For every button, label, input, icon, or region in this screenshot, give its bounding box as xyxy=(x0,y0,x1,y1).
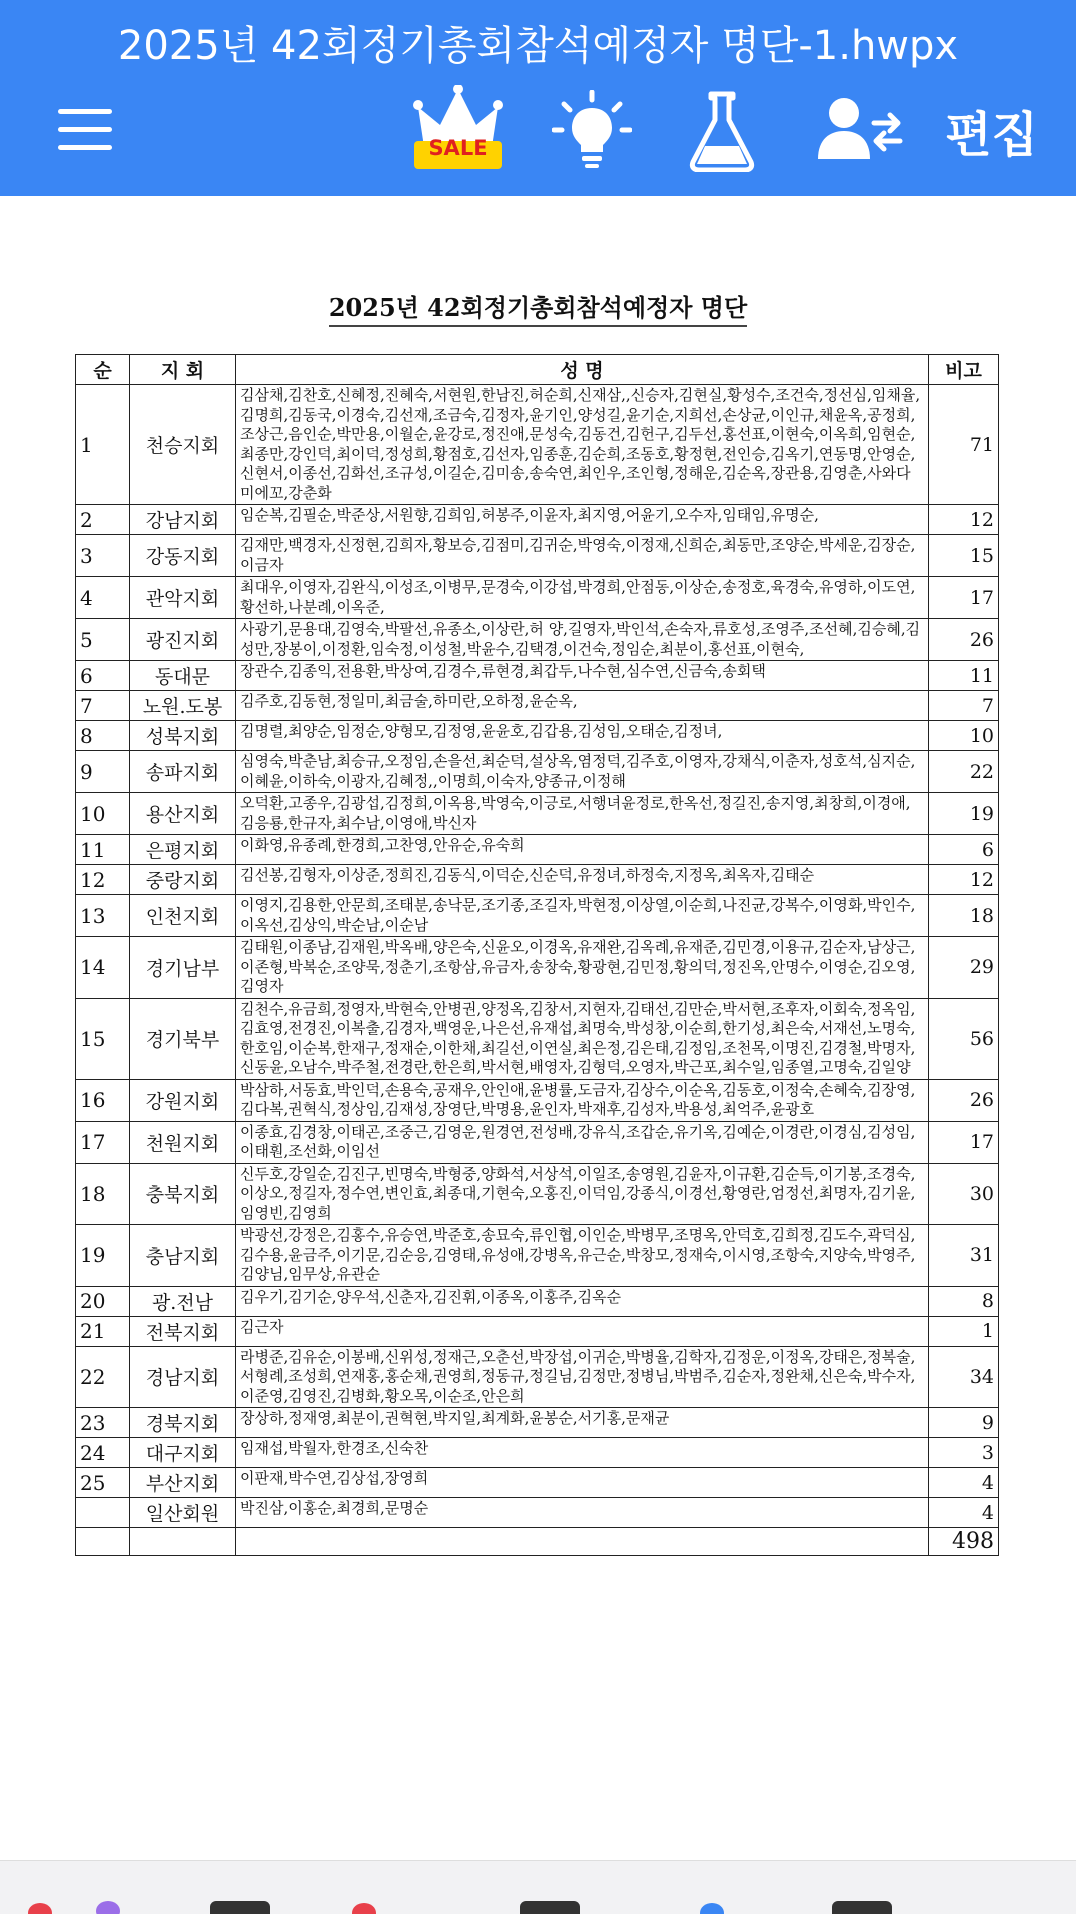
row-count: 4 xyxy=(929,1498,999,1528)
header-no: 순 xyxy=(76,355,130,385)
table-row xyxy=(76,1121,999,1163)
table-row xyxy=(76,1316,999,1346)
row-names: 이판재,박수연,김상섭,장영희 xyxy=(236,1468,929,1498)
row-branch: 강동지회 xyxy=(130,535,236,577)
row-count: 19 xyxy=(929,793,999,835)
row-names: 이종효,김경창,이태곤,조중근,김영운,원경연,전성배,강유식,조갑순,유기옥,김예순,이경란,이경심,김성임,이태훤,조선화,이임선 xyxy=(236,1121,929,1163)
row-count: 18 xyxy=(929,895,999,937)
row-count: 4 xyxy=(929,1468,999,1498)
edit-button[interactable]: 편집 xyxy=(945,107,1038,163)
row-number: 14 xyxy=(76,937,130,999)
total-row-empty-branch xyxy=(130,1528,236,1556)
row-count: 31 xyxy=(929,1225,999,1287)
row-branch: 동대문 xyxy=(130,661,236,691)
roster-title: 2025년 42회정기총회참석예정자 명단 xyxy=(0,288,1076,323)
user-switch-icon xyxy=(818,95,904,165)
row-number: 12 xyxy=(76,865,130,895)
lab-button[interactable] xyxy=(684,82,760,178)
table-row xyxy=(76,793,999,835)
row-names: 김선봉,김형자,이상준,정희진,김동식,이덕순,신순덕,유정녀,하정숙,지정옥,최옥자,김태순 xyxy=(236,865,929,895)
total-count: 498 xyxy=(929,1528,999,1556)
total-row xyxy=(76,1528,999,1556)
row-count: 11 xyxy=(929,661,999,691)
row-names: 김명렬,최양순,임정순,양형모,김정영,윤윤호,김갑용,김성임,오태순,김정녀, xyxy=(236,721,929,751)
row-number: 24 xyxy=(76,1438,130,1468)
row-number: 25 xyxy=(76,1468,130,1498)
attendee-table xyxy=(75,354,999,1556)
row-number: 9 xyxy=(76,751,130,793)
row-names: 장관수,김종익,전용환,박상여,김경수,류현경,최갑두,나수현,심수연,신금숙,송회택 xyxy=(236,661,929,691)
row-number: 16 xyxy=(76,1079,130,1121)
table-row xyxy=(76,691,999,721)
row-branch: 경기남부 xyxy=(130,937,236,999)
sale-button[interactable] xyxy=(408,82,508,178)
lightbulb-icon xyxy=(552,90,632,170)
row-count: 26 xyxy=(929,619,999,661)
bottom-app-icon-red[interactable] xyxy=(28,1903,52,1914)
table-row xyxy=(76,1346,999,1408)
row-names: 최대우,이영자,김완식,이성조,이병무,문경숙,이강섭,박경희,안점동,이상순,송정호,육경숙,유영하,이도연,황선하,나분례,이옥준, xyxy=(236,577,929,619)
row-count: 29 xyxy=(929,937,999,999)
row-branch: 경남지회 xyxy=(130,1346,236,1408)
row-number: 23 xyxy=(76,1408,130,1438)
row-number: 22 xyxy=(76,1346,130,1408)
row-number: 1 xyxy=(76,385,130,505)
row-count: 8 xyxy=(929,1286,999,1316)
hint-button[interactable] xyxy=(548,82,636,178)
row-branch: 대구지회 xyxy=(130,1438,236,1468)
row-branch: 강원지회 xyxy=(130,1079,236,1121)
header-names: 성 명 xyxy=(236,355,929,385)
row-count: 30 xyxy=(929,1163,999,1225)
table-row xyxy=(76,721,999,751)
table-row xyxy=(76,661,999,691)
row-number: 6 xyxy=(76,661,130,691)
bottom-app-icon-red-2[interactable] xyxy=(352,1903,376,1914)
menu-button[interactable] xyxy=(50,82,120,178)
row-names: 라병준,김유순,이봉배,신위성,정재근,오춘선,박장섭,이귀순,박병율,김학자,김정운,이정옥,강태은,정복술,서형례,조성희,연재홍,홍순채,권영희,정동규,정길님,김정만,정병님,박범주,김순자,정완채,신은숙,박수자,이준영,김영진,김병화,황오목,이순조,안은희 xyxy=(236,1346,929,1408)
row-branch: 강남지회 xyxy=(130,505,236,535)
row-number xyxy=(76,1498,130,1528)
row-count: 7 xyxy=(929,691,999,721)
table-row xyxy=(76,865,999,895)
row-names: 김주호,김동현,정일미,최금술,하미란,오하정,윤순옥, xyxy=(236,691,929,721)
row-branch: 용산지회 xyxy=(130,793,236,835)
header-note: 비고 xyxy=(929,355,999,385)
row-count: 17 xyxy=(929,1121,999,1163)
row-count: 15 xyxy=(929,535,999,577)
row-number: 4 xyxy=(76,577,130,619)
table-row xyxy=(76,1498,999,1528)
table-row xyxy=(76,577,999,619)
row-branch: 전북지회 xyxy=(130,1316,236,1346)
bottom-toolbar[interactable] xyxy=(0,1860,1076,1914)
row-branch: 천승지회 xyxy=(130,385,236,505)
row-count: 12 xyxy=(929,505,999,535)
row-branch: 관악지회 xyxy=(130,577,236,619)
row-number: 2 xyxy=(76,505,130,535)
row-names: 김재만,백경자,신정현,김희자,황보승,김점미,김귀순,박영숙,이정재,신희순,최동만,조양순,박세운,김장순,이금자 xyxy=(236,535,929,577)
row-count: 17 xyxy=(929,577,999,619)
table-row xyxy=(76,505,999,535)
row-branch: 광.전남 xyxy=(130,1286,236,1316)
row-branch: 일산회원 xyxy=(130,1498,236,1528)
bottom-app-icon-dark-3[interactable] xyxy=(832,1901,892,1914)
table-row xyxy=(76,1163,999,1225)
row-branch: 경기북부 xyxy=(130,998,236,1079)
table-row xyxy=(76,535,999,577)
row-branch: 노원.도봉 xyxy=(130,691,236,721)
row-names: 김태원,이종남,김재원,박옥배,양은숙,신윤오,이경옥,유재완,김옥례,유재준,김민경,이용규,김순자,남상근,이존형,박복순,조양묵,정춘기,조항삼,유금자,송창숙,황광현,김민정,황의덕,정진옥,안명수,이영순,김오영,김영자 xyxy=(236,937,929,999)
row-branch: 충북지회 xyxy=(130,1163,236,1225)
row-number: 13 xyxy=(76,895,130,937)
table-row xyxy=(76,937,999,999)
row-names: 김근자 xyxy=(236,1316,929,1346)
app-bar xyxy=(0,0,1076,196)
row-names: 박삼하,서동효,박인덕,손용숙,공재우,안인애,윤병률,도금자,김상수,이순옥,김동호,이정숙,손혜숙,김장영,김다복,권혁식,정상임,김재성,장영단,박명용,윤인자,박재후,김성자,박용성,최억주,윤광호 xyxy=(236,1079,929,1121)
row-names: 김천수,유금희,정영자,박현숙,안병권,양정옥,김창서,지현자,김태선,김만순,박서현,조후자,이회숙,정옥임,김효영,전경진,이복출,김경자,백영운,나은선,유재섭,최명숙,박성창,이순희,한기성,최은숙,서재선,노명숙,한호임,이순복,한재구,정재순,이한채,최길선,이연실,최은정,김은태,김정임,조천목,이명진,김경철,박명자,신동윤,오남수,박주철,전경란,한은희,박서현,배영자,김형덕,오영자,박근포,최수일,임종열,고명숙,김일양 xyxy=(236,998,929,1079)
row-count: 9 xyxy=(929,1408,999,1438)
user-switch-button[interactable] xyxy=(816,82,906,178)
row-count: 26 xyxy=(929,1079,999,1121)
table-row xyxy=(76,1225,999,1287)
row-number: 20 xyxy=(76,1286,130,1316)
row-count: 34 xyxy=(929,1346,999,1408)
table-row xyxy=(76,1468,999,1498)
row-branch: 인천지회 xyxy=(130,895,236,937)
row-names: 심영숙,박춘남,최승규,오정임,손을선,최순덕,설상옥,염정덕,김주호,이영자,강채식,이춘자,성호석,심지순,이혜윤,이하숙,이광자,김혜정,,이명희,이숙자,양종규,이정해 xyxy=(236,751,929,793)
table-row xyxy=(76,835,999,865)
table-row xyxy=(76,751,999,793)
row-number: 3 xyxy=(76,535,130,577)
table-row xyxy=(76,385,999,505)
total-row-empty-names xyxy=(236,1528,929,1556)
table-row xyxy=(76,1286,999,1316)
row-number: 21 xyxy=(76,1316,130,1346)
row-names: 사광기,문용대,김영숙,박팔선,유종소,이상란,허 양,길영자,박인석,손숙자,류호성,조영주,조선혜,김승혜,김성만,장봉이,이정환,임숙정,이성철,박윤수,김택경,이건숙,정임순,최분이,홍선표,이현숙, xyxy=(236,619,929,661)
table-header-row xyxy=(76,355,999,385)
row-count: 1 xyxy=(929,1316,999,1346)
row-names: 장상하,정재영,최분이,권혁현,박지일,최계화,윤봉순,서기홍,문재균 xyxy=(236,1408,929,1438)
row-names: 오덕환,고종우,김광섭,김정희,이옥용,박영숙,이긍로,서행녀윤정로,한옥선,정길진,송지영,최창희,이경애,김응룡,한규자,최수남,이영애,박신자 xyxy=(236,793,929,835)
row-number: 7 xyxy=(76,691,130,721)
row-branch: 천원지회 xyxy=(130,1121,236,1163)
row-number: 11 xyxy=(76,835,130,865)
document-page[interactable] xyxy=(0,196,1076,1860)
row-count: 71 xyxy=(929,385,999,505)
row-branch: 중랑지회 xyxy=(130,865,236,895)
table-row xyxy=(76,895,999,937)
row-names: 김삼채,김찬호,신혜정,진혜숙,서현원,한남진,허순희,신재삼,,신승자,김현실,황성수,조건숙,정선심,임채율,김명희,김동국,이경숙,김선재,조금숙,김정자,윤기인,양성길,윤기순,지희선,손상균,이인규,채윤옥,공정희,조상근,음인순,박만용,이월순,윤강로,정진애,문성숙,김동건,김헌구,김두선,홍선표,이현숙,이옥희,임현순,최종만,강인덕,최이덕,정성희,황점호,김선자,임종훈,김순희,조동호,황정현,전인승,김옥기,연동명,안영순,신현서,이종선,김화선,조규성,이길순,김미송,송숙연,최인우,조인형,정해운,김순옥,장관용,김영춘,사와다미에꼬,강춘화 xyxy=(236,385,929,505)
flask-icon xyxy=(689,88,755,172)
header-branch: 지 회 xyxy=(130,355,236,385)
bottom-app-icon-purple[interactable] xyxy=(96,1901,120,1914)
row-names: 박진삼,이홍순,최경희,문명순 xyxy=(236,1498,929,1528)
row-branch: 광진지회 xyxy=(130,619,236,661)
row-branch: 충남지회 xyxy=(130,1225,236,1287)
row-names: 이화영,유종례,한경희,고찬영,안유순,유숙희 xyxy=(236,835,929,865)
bottom-app-icon-blue[interactable] xyxy=(700,1903,724,1914)
row-names: 박광선,강정은,김홍수,유승연,박준호,송묘숙,류인협,이인순,박병무,조명옥,안덕호,김희정,김도수,곽덕심,김수용,윤금주,이기문,김순응,김영태,유성애,강병옥,유근순,박창모,정재숙,이시영,조항숙,지양숙,박영주,김양님,임무상,유관순 xyxy=(236,1225,929,1287)
row-count: 22 xyxy=(929,751,999,793)
row-branch: 송파지회 xyxy=(130,751,236,793)
row-number: 10 xyxy=(76,793,130,835)
bottom-app-icon-dark[interactable] xyxy=(210,1901,270,1914)
row-number: 8 xyxy=(76,721,130,751)
row-count: 12 xyxy=(929,865,999,895)
row-count: 10 xyxy=(929,721,999,751)
total-row-empty-no xyxy=(76,1528,130,1556)
bottom-app-icon-dark-2[interactable] xyxy=(520,1901,580,1914)
row-names: 김우기,김기순,양우석,신춘자,김진휘,이종옥,이홍주,김옥순 xyxy=(236,1286,929,1316)
row-names: 임재섭,박월자,한경조,신숙찬 xyxy=(236,1438,929,1468)
row-branch: 경북지회 xyxy=(130,1408,236,1438)
row-number: 5 xyxy=(76,619,130,661)
row-names: 이영지,김용한,안문희,조태분,송낙문,조기종,조길자,박현정,이상열,이순희,나진균,강복수,이영화,박인수,이옥선,김상익,박순남,이순남 xyxy=(236,895,929,937)
crown-sale-icon xyxy=(410,85,506,175)
document-title-bar: 2025년 42회정기총회참석예정자 명단-1.hwpx xyxy=(117,23,959,69)
row-count: 56 xyxy=(929,998,999,1079)
row-branch: 성북지회 xyxy=(130,721,236,751)
table-row xyxy=(76,1438,999,1468)
sale-badge: SALE xyxy=(428,136,488,160)
row-branch: 부산지회 xyxy=(130,1468,236,1498)
table-row xyxy=(76,1408,999,1438)
table-row xyxy=(76,619,999,661)
row-count: 3 xyxy=(929,1438,999,1468)
row-names: 신두호,강일순,김진구,빈명숙,박형중,양화석,서상석,이일조,송영원,김윤자,이규환,김순득,이기봉,조경숙,이상오,정길자,정수연,변인효,최종대,기현숙,오홍진,이덕임,강종식,이경선,황영란,엄정선,최명자,김기윤,임영빈,김영희 xyxy=(236,1163,929,1225)
table-row xyxy=(76,998,999,1079)
menu-icon xyxy=(56,107,114,153)
row-number: 18 xyxy=(76,1163,130,1225)
row-number: 19 xyxy=(76,1225,130,1287)
row-names: 임순복,김필순,박준상,서원향,김희임,허봉주,이윤자,최지영,어윤기,오수자,임태임,유명순, xyxy=(236,505,929,535)
row-branch: 은평지회 xyxy=(130,835,236,865)
row-number: 15 xyxy=(76,998,130,1079)
table-row xyxy=(76,1079,999,1121)
row-count: 6 xyxy=(929,835,999,865)
row-number: 17 xyxy=(76,1121,130,1163)
